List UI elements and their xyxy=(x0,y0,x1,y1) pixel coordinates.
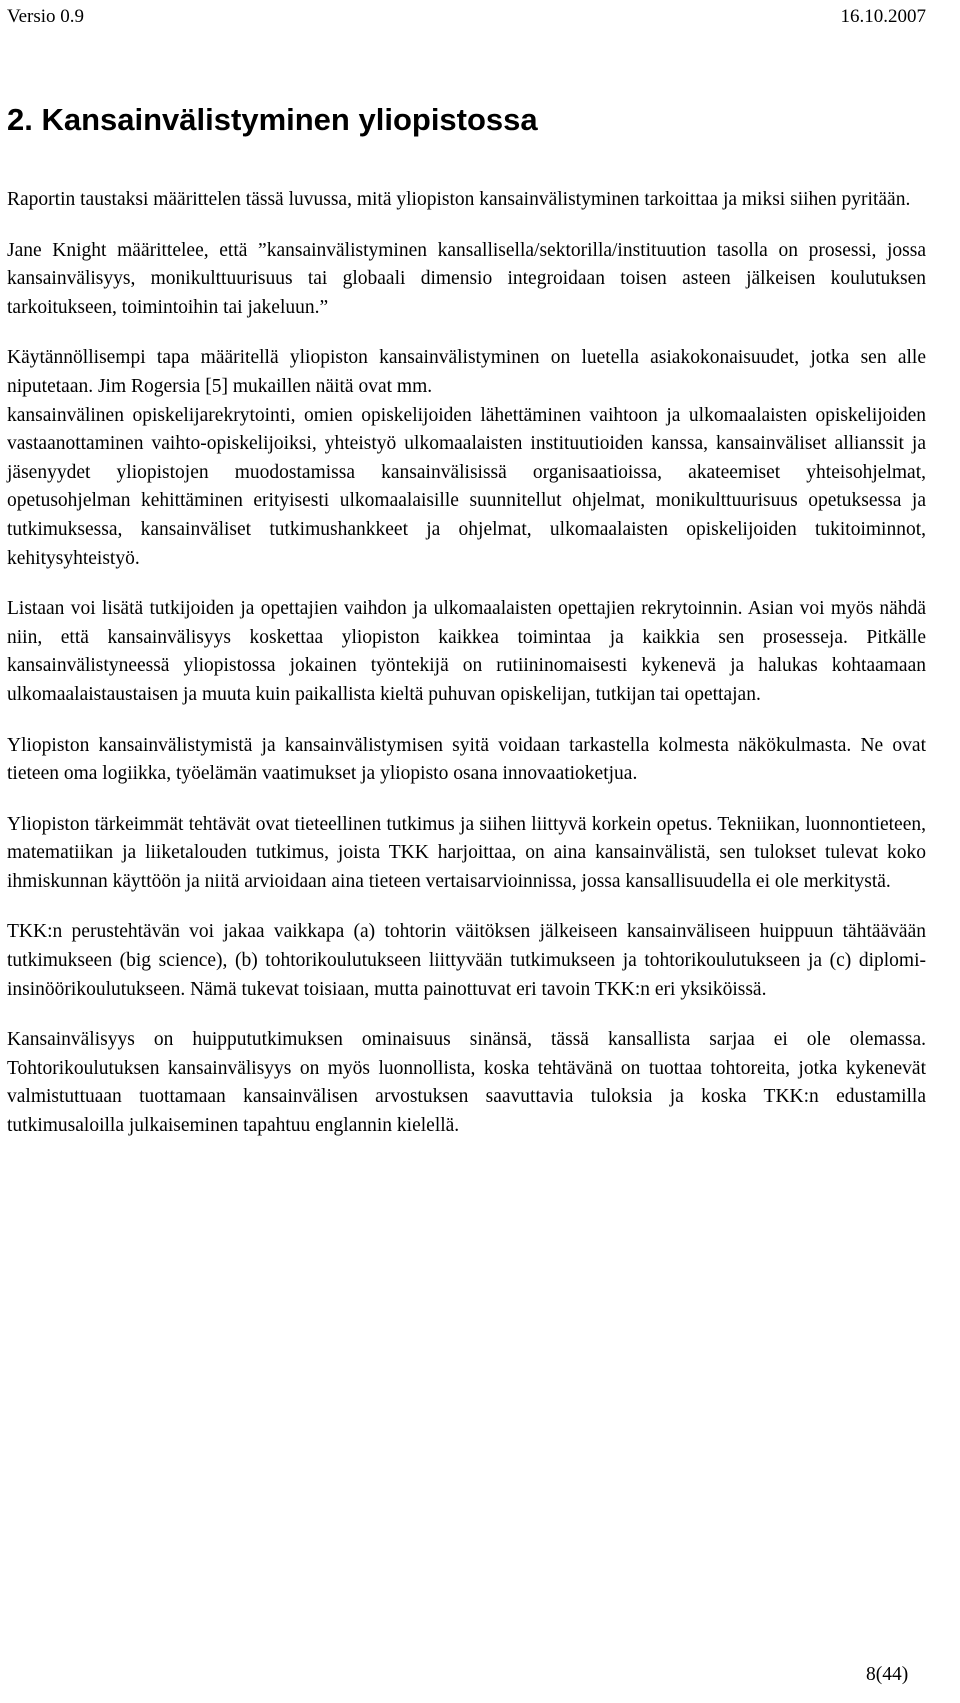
paragraph-tkk-mission: TKK:n perustehtävän voi jakaa vaikkapa (a) tohtorin väitöksen jälkeiseen kansainväliseen huippuun tähtäävään tutkimukseen (big science), (b) tohtorikoulutukseen liittyvään tutkimukseen ja tohtorikoulutukseen ja (c) diplomi-insinöörikoulutukseen. Nämä tukevat toisiaan, mutta painottuvat eri tavoin TKK:n eri yksiköissä. xyxy=(7,921,926,1000)
paragraph-additions: Listaan voi lisätä tutkijoiden ja opettajien vaihdon ja ulkomaalaisten opettajien rekrytoinnin. Asian voi myös nähdä niin, että kansainvälisyys koskettaa yliopiston kaikkea toimintaa ja kaikkia sen prosesseja. Pitkälle kansainvälistyneessä yliopistossa jokainen työntekijä on rutiininomaisesti kykenevä ja halukas kohtaamaan ulkomaalaistaustaisen ja muuta kuin paikallista kieltä puhuvan opiskelijan, tutkijan tai opettajan. xyxy=(7,598,926,705)
paragraph-core-tasks: Yliopiston tärkeimmät tehtävät ovat tieteellinen tutkimus ja siihen liittyvä korkein opetus. Tekniikan, luonnontieteen, matematiikan ja liiketalouden tutkimus, joista TKK harjoittaa, on aina kansainvälistä, sen tulokset tulevat koko ihmiskunnan käyttöön ja niitä arvioidaan aina tieteen vertaisarvioinnissa, jossa kansallisuudella ei ole merkitystä. xyxy=(7,813,926,892)
date-label: 16.10.2007 xyxy=(840,6,926,27)
section-title: 2. Kansainvälistyminen yliopistossa xyxy=(7,102,538,137)
paragraph-intro: Raportin taustaksi määrittelen tässä luvussa, mitä yliopiston kansainvälistyminen tarkoittaa ja miksi siihen pyritään. xyxy=(7,189,911,210)
page-number: 8(44) xyxy=(866,1664,909,1685)
paragraph-practical-definition: Käytännöllisempi tapa määritellä yliopiston kansainvälistyminen on luetella asiakokonaisuudet, jotka sen alle niputetaan. Jim Rogersia [5] mukaillen näitä ovat mm. xyxy=(7,347,926,397)
version-label: Versio 0.9 xyxy=(7,6,85,27)
paragraph-research-internationality: Kansainvälisyys on huippututkimuksen ominaisuus sinänsä, tässä kansallista sarjaa ei ole olemassa. Tohtorikoulutuksen kansainvälisyys on myös luonnollista, koska tehtävänä on tuottaa tohtoreita, jotka kykenevät valmistuttuaan tuottamaan kansainvälisen arvostuksen saavuttavia tuloksia ja koska TKK:n edustamilla tutkimusaloilla julkaiseminen tapahtuu englannin kielellä. xyxy=(7,1029,926,1137)
page-header xyxy=(7,6,926,32)
paragraph-activity-list: kansainvälinen opiskelijarekrytointi, omien opiskelijoiden lähettäminen vaihtoon ja ulkomaalaisten opiskelijoiden vastaanottaminen vaihto-opiskelijoiksi, yhteistyö ulkomaalaisten instituutioiden kanssa, kansainväliset allianssit ja jäsenyydet yliopistojen muodostamissa kansainvälisissä organisaatioissa, akateemiset yhteisohjelmat, opetusohjelman kehittäminen erityisesti ulkomaalaisille suunnitellut ohjelmat, monikulttuurisuus opetuksessa ja tutkimuksessa, kansainväliset tutkimushankkeet ja ohjelmat, ulkomaalaisten opiskelijoiden tukitoiminnot, kehitysyhteistyö. xyxy=(7,404,926,569)
paragraph-perspectives: Yliopiston kansainvälistymistä ja kansainvälistymisen syitä voidaan tarkastella kolmesta näkökulmasta. Ne ovat tieteen oma logiikka, työelämän vaatimukset ja yliopisto osana innovaatioketjua. xyxy=(7,734,926,785)
paragraph-knight-definition: Jane Knight määrittelee, että ”kansainvälistyminen kansallisella/sektorilla/instituution tasolla on prosessi, jossa kansainvälisyys, monikulttuurisuus tai globaali dimensio integroidaan toisen asteen jälkeisen koulutuksen tarkoitukseen, toimintoihin tai jakeluun.” xyxy=(7,239,926,318)
section-body xyxy=(7,186,926,1163)
